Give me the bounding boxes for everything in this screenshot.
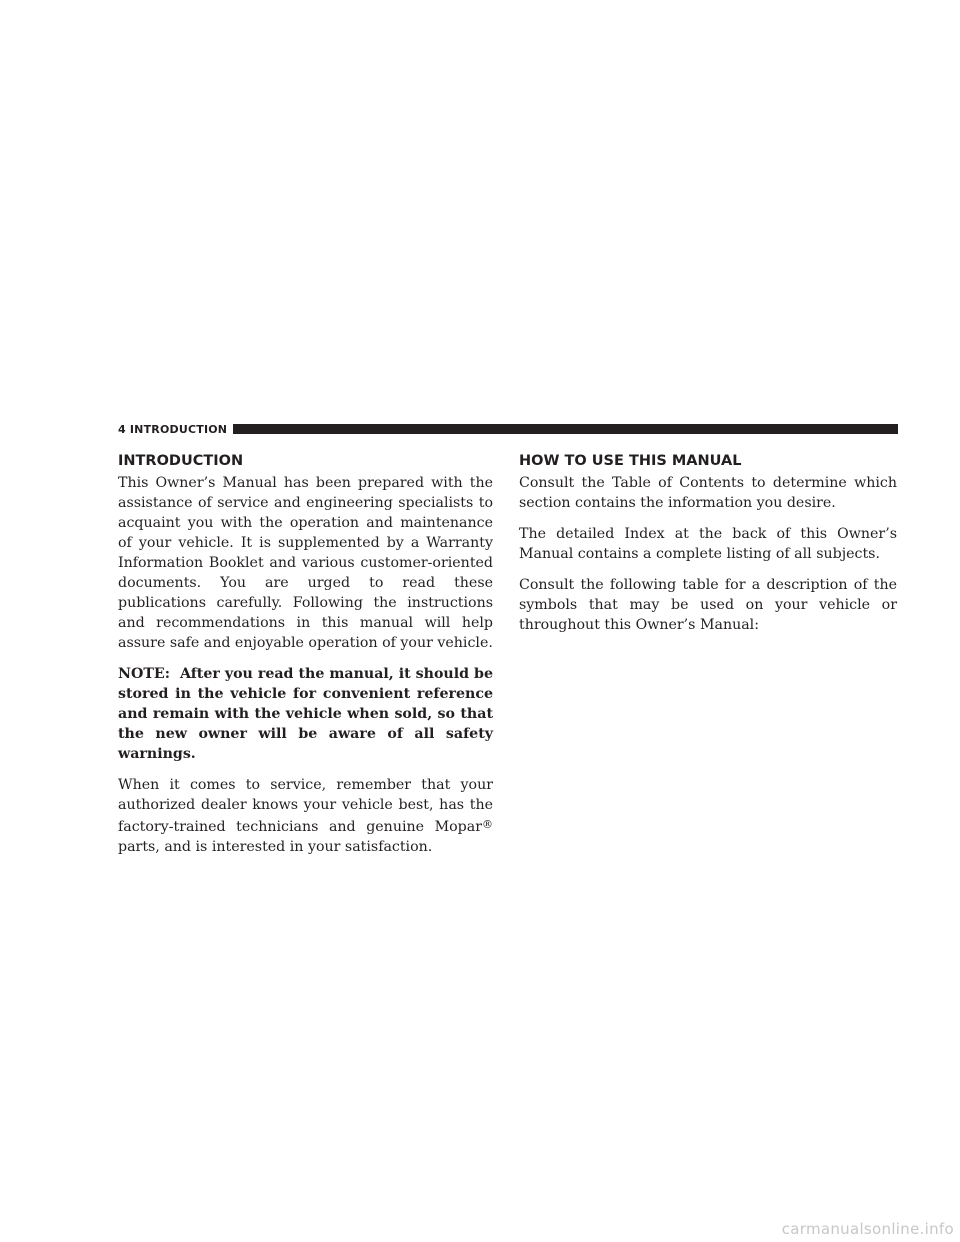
right-column bbox=[519, 452, 897, 646]
running-header bbox=[118, 422, 898, 436]
toc-paragraph: Consult the Table of Contents to determine which section contains the information you desire. bbox=[519, 475, 897, 511]
service-text-after: parts, and is interested in your satisfaction. bbox=[118, 839, 433, 855]
intro-paragraph: This Owner’s Manual has been prepared with the assistance of service and engineering specialists to acquaint you with the operation and maintenance of your vehicle. It is supplemented by a Warranty Information Booklet and various customer-oriented documents. You are urged to read these publications carefully. Following the instructions and recommendations in this manual will help assure safe and enjoyable operation of your vehicle. bbox=[118, 475, 493, 651]
watermark: carmanualsonline.info bbox=[781, 1220, 954, 1238]
section-title-introduction: INTRODUCTION bbox=[118, 453, 244, 469]
left-column bbox=[118, 452, 493, 868]
note-label: NOTE: bbox=[118, 666, 170, 682]
running-head-label: 4 INTRODUCTION bbox=[118, 422, 228, 436]
section-title-how-to-use: HOW TO USE THIS MANUAL bbox=[519, 453, 742, 469]
note-paragraph bbox=[118, 664, 493, 764]
service-text-before: When it comes to service, remember that your authorized dealer knows your vehicle best, has the factory-trained technicians and genuine Mopar bbox=[118, 777, 493, 835]
header-rule bbox=[233, 424, 898, 434]
index-paragraph: The detailed Index at the back of this Owner’s Manual contains a complete listing of all subjects. bbox=[519, 526, 897, 562]
note-text: After you read the manual, it should be stored in the vehicle for convenient reference and remain with the vehicle when sold, so that the new owner will be aware of all safety warnings. bbox=[118, 666, 493, 762]
registered-mark: ® bbox=[482, 818, 493, 831]
service-paragraph bbox=[118, 775, 493, 857]
symbols-paragraph: Consult the following table for a description of the symbols that may be used on your vehicle or throughout this Owner’s Manual: bbox=[519, 577, 897, 633]
